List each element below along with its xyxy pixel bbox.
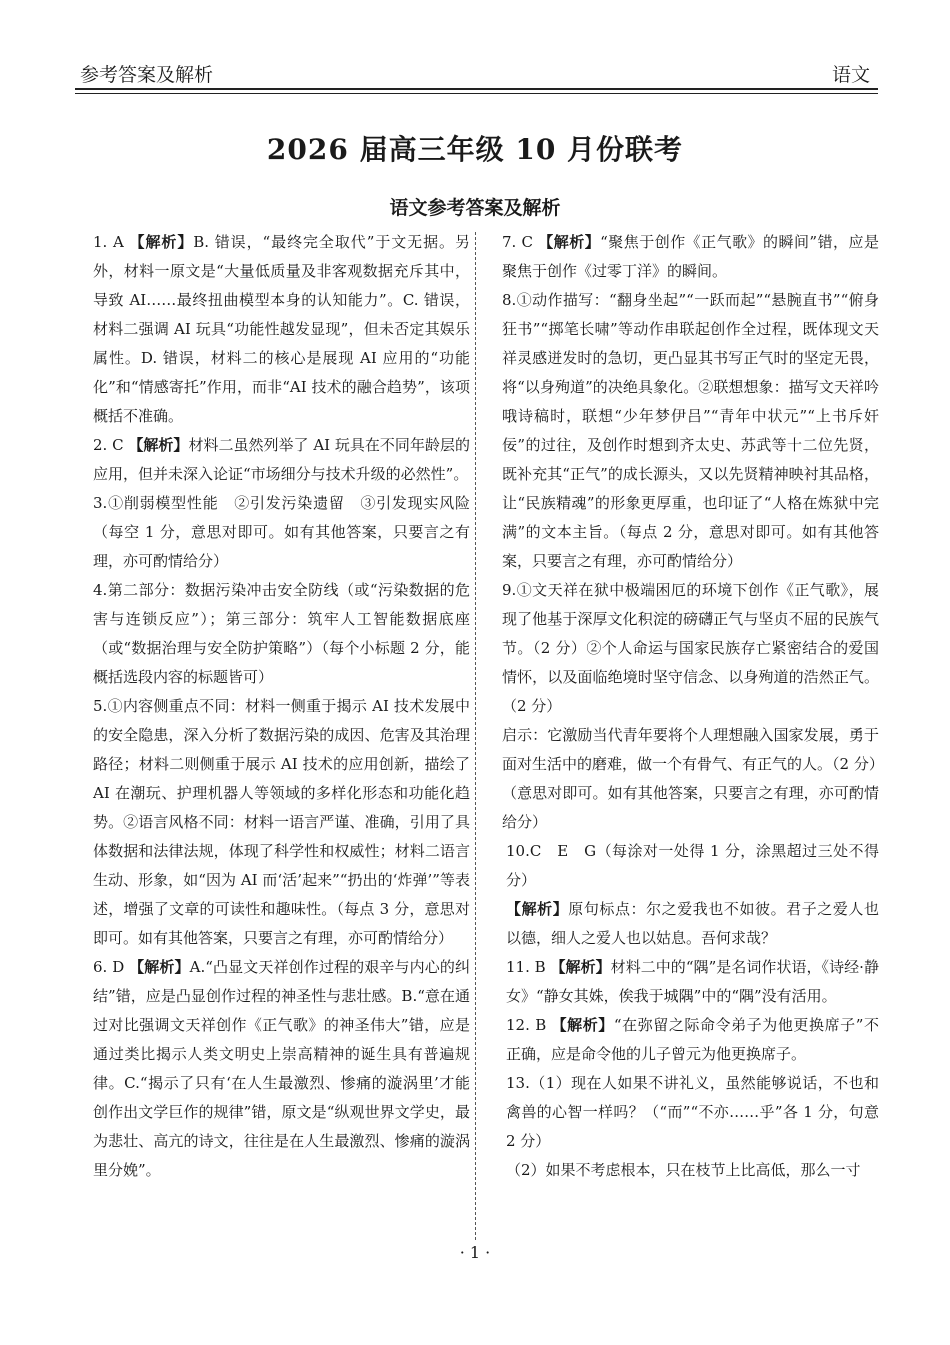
answer-q5 bbox=[75, 692, 470, 953]
answer-q6 bbox=[75, 953, 470, 1185]
header-rule bbox=[75, 93, 878, 94]
answer-q11 bbox=[484, 953, 879, 1011]
q10-analysis: 原句标点：尔之爱我也不如彼。君子之爱人也以德，细人之爱人也以姑息。吾何求哉？ bbox=[506, 900, 879, 947]
q13-part2: （2）如果不考虑根本，只在枝节上比高低，那么一寸 bbox=[506, 1161, 861, 1179]
q9-note: （意思对即可。如有其他答案，只要言之有理，亦可酌情给分） bbox=[502, 784, 879, 831]
q8-number: 8. bbox=[502, 291, 517, 309]
page-header bbox=[75, 52, 878, 90]
answer-q3 bbox=[75, 489, 486, 576]
q6-text: A.“凸显文天祥创作过程的艰辛与内心的纠结”错，应是凸显创作过程的神圣性与悲壮感。B.“意在通过对比强调文天祥创作《正气歌》的神圣伟大”错，应是通过类比揭示人类文明史上崇高精神的诞生具有普遍规律。C.“揭示了只有‘在人生最激烈、惨痛的漩涡里’才能创作出文学巨作的规律”错，原文是“纵观世界文学史，最为悲壮、高亢的诗文，往往是在人生最激烈、惨痛的漩涡里分娩”。 bbox=[93, 958, 470, 1179]
q1-text: B. 错误，“最终完全取代”于文无据。另外，材料一原文是“大量低质量及非客观数据充斥其中，导致 AI……最终扭曲模型本身的认知能力”。C. 错误，材料二强调 AI 玩具“功能性越发显现”，但未否定其娱乐属性。D. 错误，材料二的核心是展现 AI 应用的“功能化”和“情感寄托”作用，而非“AI 技术的融合趋势”，该项概括不准确。 bbox=[93, 233, 470, 425]
q1-number: 1. A bbox=[93, 233, 124, 251]
column-divider bbox=[475, 232, 476, 1240]
q6-number: 6. D bbox=[93, 958, 125, 976]
q7-text: “聚焦于创作《正气歌》的瞬间”错，应是聚焦于创作《过零丁洋》的瞬间。 bbox=[502, 233, 879, 280]
left-column bbox=[75, 228, 486, 1185]
q3-text: ①削弱模型性能 ②引发污染遗留 ③引发现实风险 （每空 1 分，意思对即可。如有其他答案，只要言之有理，亦可酌情给分） bbox=[93, 494, 486, 570]
answer-q4 bbox=[75, 576, 470, 692]
q5-text: ①内容侧重点不同：材料一侧重于揭示 AI 技术发展中的安全隐患，深入分析了数据污染的成因、危害及其治理路径；材料二则侧重于展示 AI 技术的应用创新，描绘了 AI 在潮玩、护理机器人等领域的多样化形态和功能化趋势。②语言风格不同：材料一语言严谨、准确，引用了具体数据和法律法规，体现了科学性和权威性；材料二语言生动、形象，如“因为 AI 而‘活’起来”“扔出的‘炸弹’”等表述，增强了文章的可读性和趣味性。（每点 3 分，意思对即可。如有其他答案，只要言之有理，亦可酌情给分） bbox=[93, 697, 470, 947]
answer-q8 bbox=[484, 286, 879, 576]
q9-insight: 启示：它激励当代青年要将个人理想融入国家发展，勇于面对生活中的磨难，做一个有骨气、有正气的人。（2 分） bbox=[502, 726, 884, 773]
q12-number: 12. B bbox=[506, 1016, 547, 1034]
header-left-label: 参考答案及解析 bbox=[80, 64, 214, 86]
analysis-tag: 【解析】 bbox=[551, 1016, 614, 1034]
q11-number: 11. B bbox=[506, 958, 546, 976]
q4-number: 4. bbox=[93, 581, 108, 599]
analysis-tag: 【解析】 bbox=[129, 233, 194, 251]
analysis-tag: 【解析】 bbox=[550, 958, 611, 976]
q9-number: 9. bbox=[502, 581, 517, 599]
answer-q9 bbox=[484, 576, 884, 837]
answer-q7 bbox=[484, 228, 879, 286]
q10-number: 10. bbox=[506, 842, 530, 860]
page-title: 2026 届高三年级 10 月份联考 bbox=[266, 133, 684, 166]
page-number: · 1 · bbox=[459, 1243, 491, 1262]
q7-number: 7. C bbox=[502, 233, 534, 251]
q3-number: 3. bbox=[93, 494, 108, 512]
q10-text: C E G（每涂对一处得 1 分，涂黑超过三处不得分） bbox=[506, 842, 879, 889]
answer-q10 bbox=[484, 837, 879, 953]
q9-text: ①文天祥在狱中极端困厄的环境下创作《正气歌》，展现了他基于深厚文化积淀的磅礴正气与坚贞不屈的民族气节。（2 分）②个人命运与国家民族存亡紧密结合的爱国情怀，以及面临绝境时坚守信念、以身殉道的浩然正气。（2 分） bbox=[502, 581, 879, 715]
q13-part1: （1）现在人如果不讲礼义，虽然能够说话，不也和禽兽的心智一样吗？（“而”“不亦……乎”各 1 分，句意 2 分） bbox=[506, 1074, 879, 1150]
answer-q12 bbox=[484, 1011, 879, 1069]
header-subject-label: 语文 bbox=[831, 64, 870, 86]
q8-text: ①动作描写：“翻身坐起”“一跃而起”“悬腕直书”“俯身狂书”“掷笔长啸”等动作串联起创作全过程，既体现文天祥灵感迸发时的急切，更凸显其书写正气时的坚定无畏，将“以身殉道”的决绝具象化。②联想想象：描写文天祥吟哦诗稿时，联想“少年梦伊吕”“青年中状元”“上书斥奸佞”的过往，及创作时想到齐太史、苏武等十二位先贤，既补充其“正气”的成长源头，又以先贤精神映衬其品格，让“民族精魂”的形象更厚重，也印证了“人格在炼狱中完满”的文本主旨。（每点 2 分，意思对即可。如有其他答案，只要言之有理，亦可酌情给分） bbox=[502, 291, 879, 570]
analysis-tag: 【解析】 bbox=[538, 233, 601, 251]
q5-number: 5. bbox=[93, 697, 108, 715]
analysis-tag: 【解析】 bbox=[128, 436, 189, 454]
q2-number: 2. C bbox=[93, 436, 124, 454]
answer-q1 bbox=[75, 228, 470, 431]
answer-q13 bbox=[484, 1069, 879, 1185]
q11-text: 材料二中的“隅”是名词作状语，《诗经·静女》“静女其姝，俟我于城隅”中的“隅”没有活用。 bbox=[506, 958, 879, 1005]
answer-q2 bbox=[75, 431, 470, 489]
q13-number: 13. bbox=[506, 1074, 530, 1092]
q4-text: 第二部分：数据污染冲击安全防线（或“污染数据的危害与连锁反应”）；第三部分：筑牢人工智能数据底座（或“数据治理与安全防护策略”）（每个小标题 2 分，能概括选段内容的标题皆可） bbox=[93, 581, 470, 686]
page-subtitle: 语文参考答案及解析 bbox=[389, 197, 561, 219]
q12-text: “在弥留之际命令弟子为他更换席子”不正确，应是命令他的儿子曾元为他更换席子。 bbox=[506, 1016, 879, 1063]
analysis-tag: 【解析】 bbox=[129, 958, 190, 976]
right-column bbox=[484, 228, 884, 1185]
analysis-tag: 【解析】 bbox=[506, 900, 569, 918]
q2-text: 材料二虽然列举了 AI 玩具在不同年龄层的应用，但并未深入论证“市场细分与技术升级的必然性”。 bbox=[93, 436, 470, 483]
